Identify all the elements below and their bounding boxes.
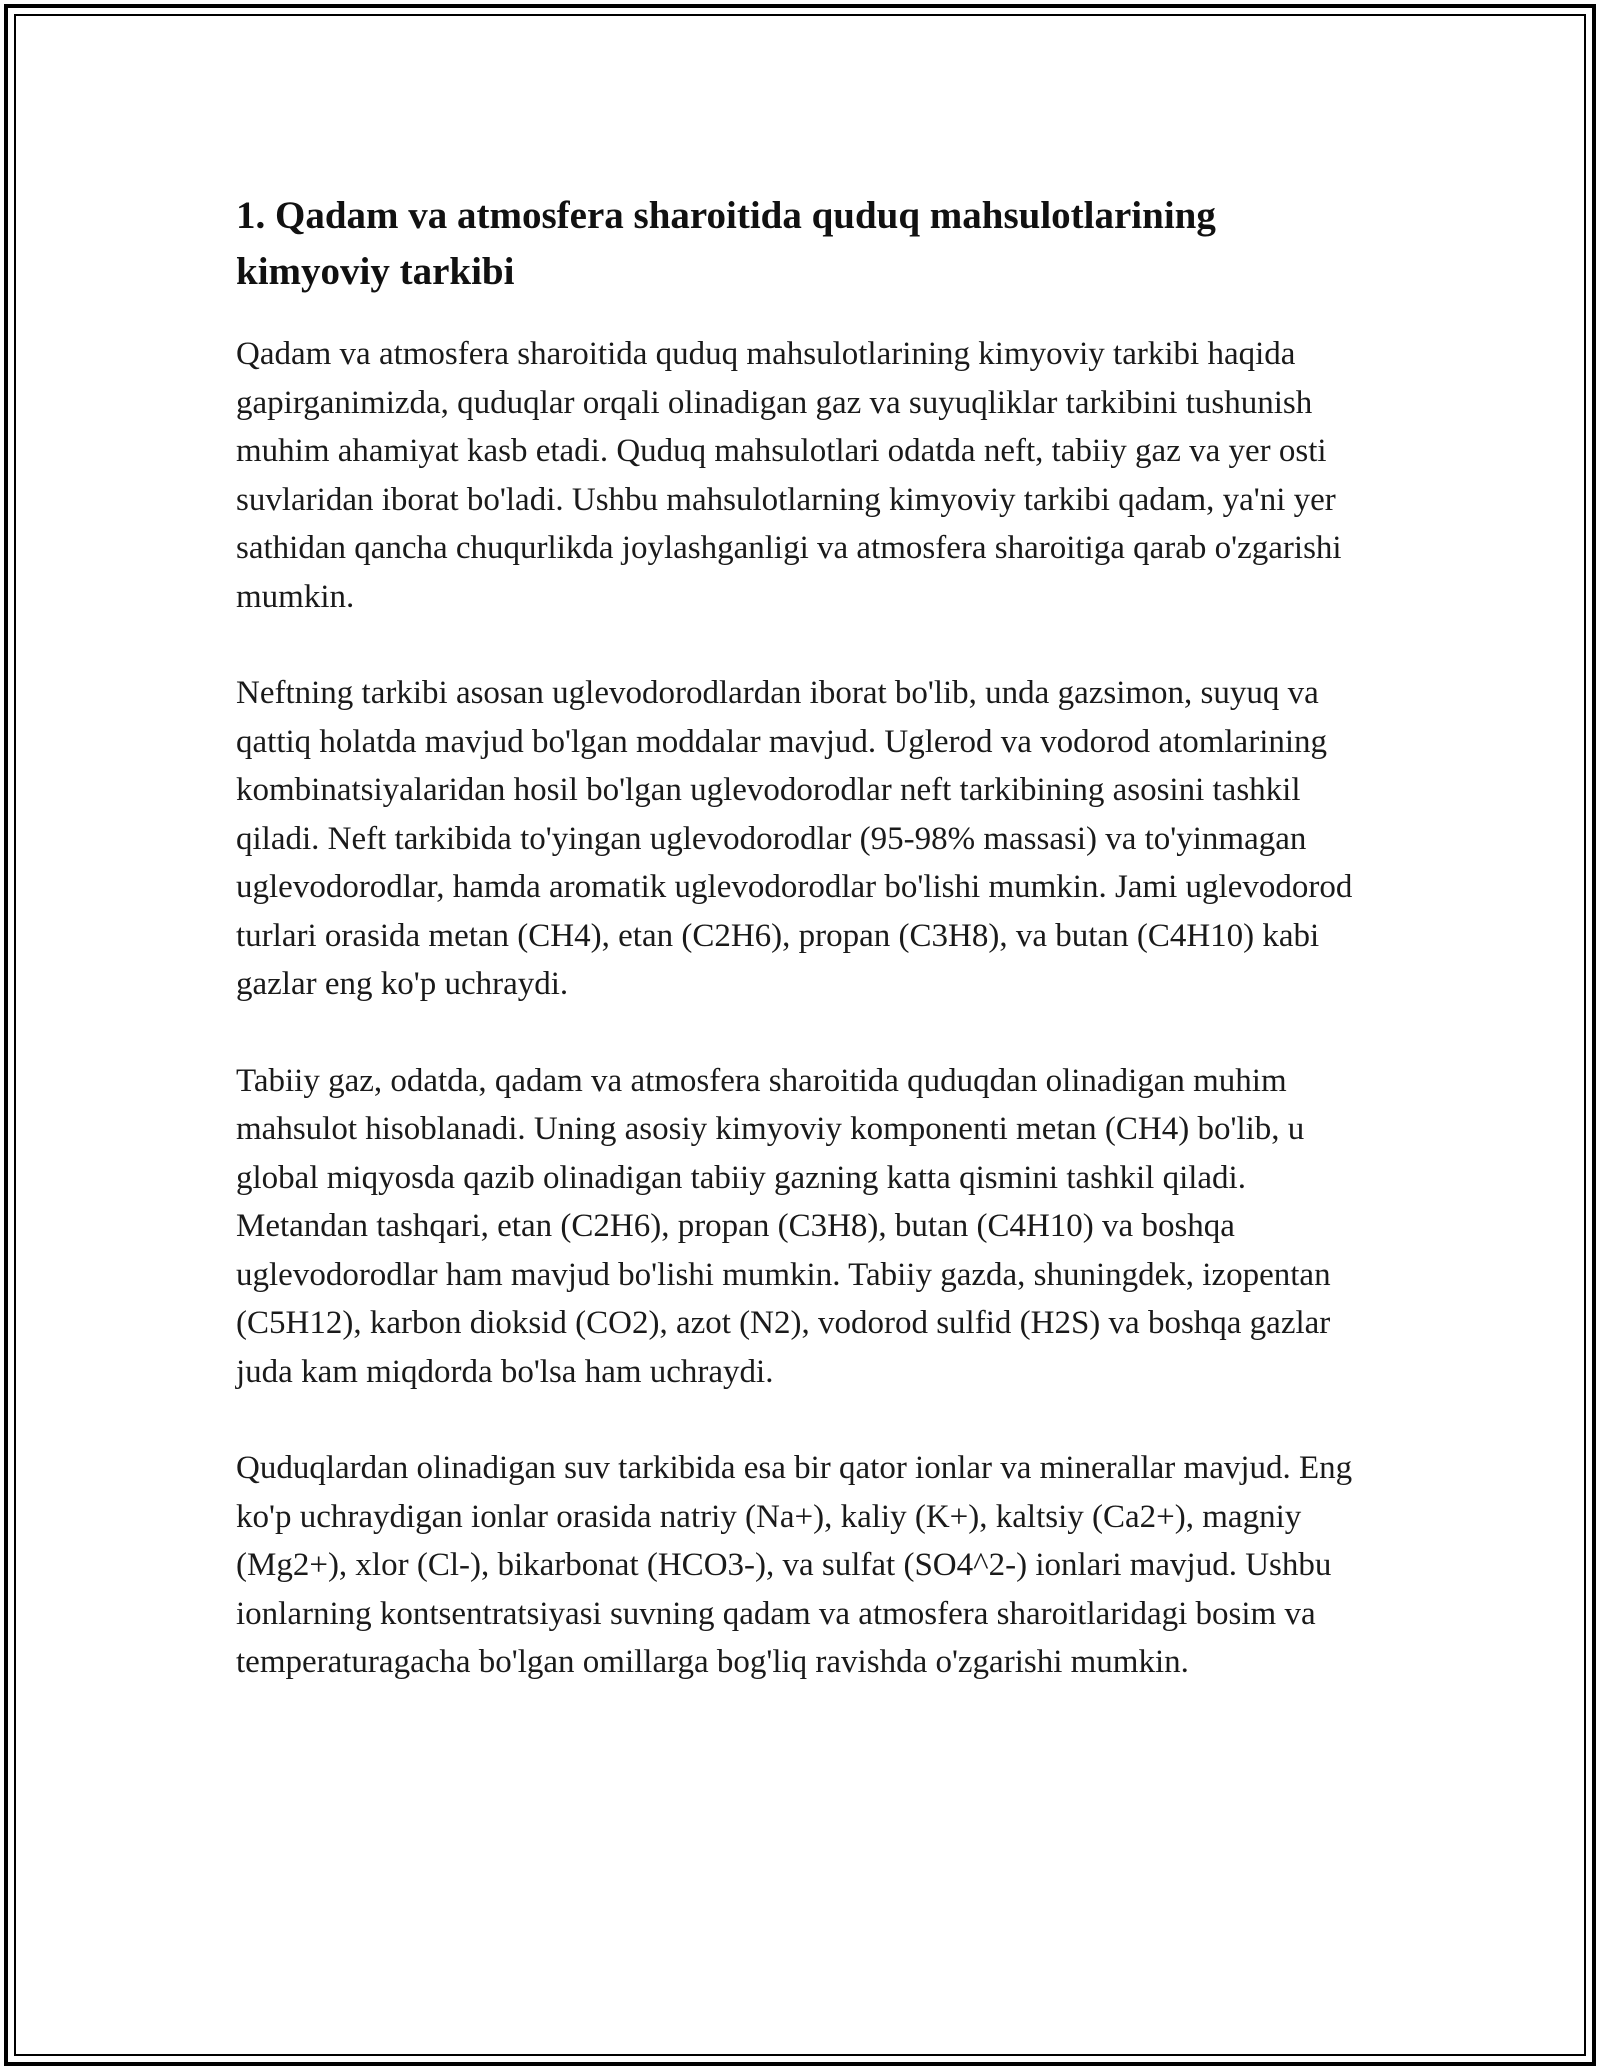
section-title: 1. Qadam va atmosfera sharoitida quduq mahsulotlarining kimyoviy tarkibi [236, 194, 1216, 293]
paragraph-2: Neftning tarkibi asosan uglevodorodlardan iborat bo'lib, unda gazsimon, suyuq va qattiq holatda mavjud bo'lgan moddalar mavjud. Uglerod va vodorod atomlarining kombinatsiyalaridan hosil bo'lgan uglevodorodlar neft tarkibining asosini tashkil qiladi. Neft tarkibida to'yingan uglevodorodlar (95-98% massasi) va to'yinmagan uglevodorodlar, hamda aromatik uglevodorodlar bo'lishi mumkin. Jami uglevodorod turlari orasida metan (CH4), etan (C2H6), propan (C3H8), va butan (C4H10) kabi gazlar eng ko'p uchraydi. [236, 675, 1353, 1002]
document-body [236, 188, 1364, 1735]
paragraph-1: Qadam va atmosfera sharoitida quduq mahsulotlarining kimyoviy tarkibi haqida gapirganimizda, quduqlar orqali olinadigan gaz va suyuqliklar tarkibini tushunish muhim ahamiyat kasb etadi. Quduq mahsulotlari odatda neft, tabiiy gaz va yer osti suvlaridan iborat bo'ladi. Ushbu mahsulotlarning kimyoviy tarkibi qadam, ya'ni yer sathidan qancha chuqurlikda joylashganligi va atmosfera sharoitiga qarab o'zgarishi mumkin. [236, 336, 1342, 615]
paragraph-4: Quduqlardan olinadigan suv tarkibida esa bir qator ionlar va minerallar mavjud. Eng ko'p uchraydigan ionlar orasida natriy (Na+), kaliy (K+), kaltsiy (Ca2+), magniy (Mg2+), xlor (Cl-), bikarbonat (HCO3-), va sulfat (SO4^2-) ionlari mavjud. Ushbu ionlarning kontsentratsiyasi suvning qadam va atmosfera sharoitlaridagi bosim va temperaturagacha bo'lgan omillarga bog'liq ravishda o'zgarishi mumkin. [236, 1450, 1353, 1680]
paragraph-3: Tabiiy gaz, odatda, qadam va atmosfera sharoitida quduqdan olinadigan muhim mahsulot hisoblanadi. Uning asosiy kimyoviy komponenti metan (CH4) bo'lib, u global miqyosda qazib olinadigan tabiiy gazning katta qismini tashkil qiladi. Metandan tashqari, etan (C2H6), propan (C3H8), butan (C4H10) va boshqa uglevodorodlar ham mavjud bo'lishi mumkin. Tabiiy gazda, shuningdek, izopentan (C5H12), karbon dioksid (CO2), azot (N2), vodorod sulfid (H2S) va boshqa gazlar juda kam miqdorda bo'lsa ham uchraydi. [236, 1062, 1331, 1390]
